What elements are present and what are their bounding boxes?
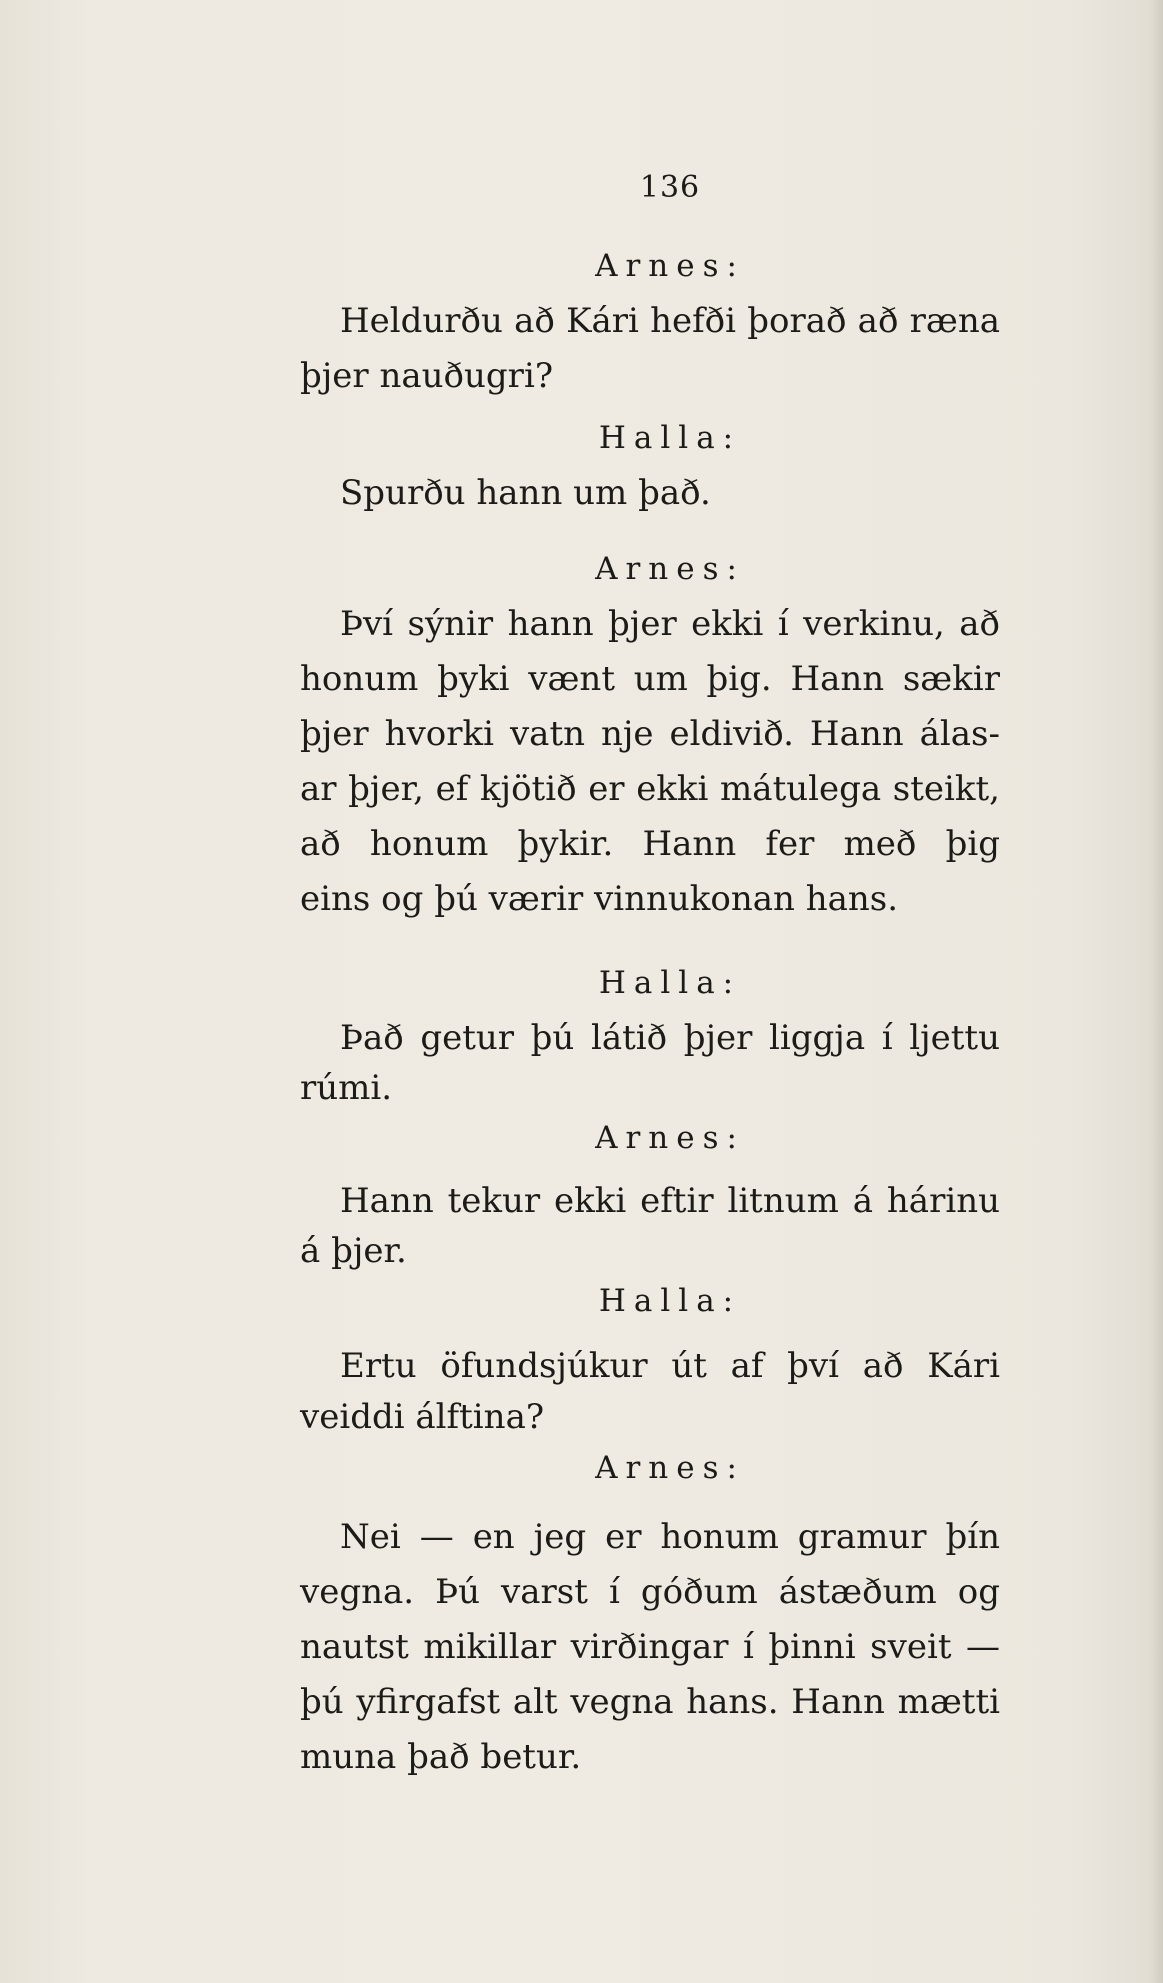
speaker-label: Arnes: — [595, 1120, 745, 1156]
dialogue-paragraph — [300, 466, 1000, 521]
text-line: honum þyki vænt um þig. Hann sækir — [300, 659, 1000, 699]
page-edge-shadow — [1149, 0, 1163, 1983]
text-line: nautst mikillar virðingar í þinni sveit — — [300, 1627, 1000, 1667]
text-line: ar þjer, ef kjötið er ekki mátulega steikt, — [300, 769, 1000, 809]
text-line: veiddi álftina? — [300, 1397, 545, 1437]
dialogue-paragraph — [300, 294, 1000, 404]
speaker-label: Arnes: — [595, 1450, 745, 1486]
dialogue-text — [300, 238, 1000, 1785]
text-line: þjer nauðugri? — [300, 356, 554, 396]
text-line: Það getur þú látið þjer liggja í ljettu — [340, 1018, 1000, 1058]
text-line: að honum þykir. Hann fer með þig — [300, 824, 1000, 864]
dialogue-paragraph — [300, 1510, 1000, 1785]
text-line: muna það betur. — [300, 1737, 582, 1777]
text-line: rúmi. — [300, 1068, 393, 1108]
dialogue-paragraph — [300, 1339, 1000, 1440]
text-line: Því sýnir hann þjer ekki í verkinu, að — [340, 604, 1000, 644]
speaker-label: Arnes: — [595, 248, 745, 284]
text-line: Heldurðu að Kári hefði þorað að ræna — [340, 301, 1000, 341]
speaker-label: Arnes: — [595, 551, 745, 587]
text-line: þú yfirgafst alt vegna hans. Hann mætti — [300, 1682, 1000, 1722]
text-line: Hann tekur ekki eftir litnum á hárinu — [340, 1181, 1000, 1221]
text-line: Ertu öfundsjúkur út af því að Kári — [340, 1346, 1000, 1386]
text-line: þjer hvorki vatn nje eldivið. Hann álas- — [300, 714, 1000, 754]
page-number: 136 — [639, 170, 701, 205]
dialogue-paragraph — [300, 597, 1000, 927]
speaker-label: Halla: — [598, 420, 742, 456]
speaker-label: Halla: — [598, 965, 742, 1001]
dialogue-paragraph — [300, 1174, 1000, 1273]
text-line: Spurðu hann um það. — [340, 473, 711, 513]
dialogue-paragraph — [300, 1011, 1000, 1110]
text-line: eins og þú værir vinnukonan hans. — [300, 879, 899, 919]
text-line: Nei — en jeg er honum gramur þín — [340, 1517, 1000, 1557]
text-line: vegna. Þú varst í góðum ástæðum og — [300, 1572, 1000, 1612]
text-line: á þjer. — [300, 1231, 407, 1271]
speaker-label: Halla: — [598, 1283, 742, 1319]
